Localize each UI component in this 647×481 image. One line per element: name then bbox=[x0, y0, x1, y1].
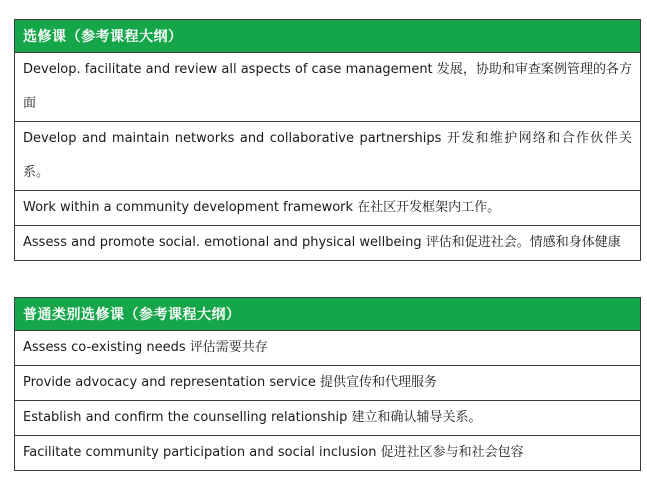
course-cell: Facilitate community participation and social inclusion 促进社区参与和社会包容 bbox=[15, 436, 641, 471]
table-row bbox=[15, 401, 641, 436]
course-cell: Work within a community development framework 在社区开发框架内工作。 bbox=[15, 191, 641, 226]
table-header-row bbox=[15, 298, 641, 331]
course-cell: Establish and confirm the counselling relationship 建立和确认辅导关系。 bbox=[15, 401, 641, 436]
table-row bbox=[15, 122, 641, 191]
table-row bbox=[15, 191, 641, 226]
table-row bbox=[15, 53, 641, 122]
table-header-row bbox=[15, 20, 641, 53]
course-cell: Provide advocacy and representation service 提供宣传和代理服务 bbox=[15, 366, 641, 401]
table-row bbox=[15, 331, 641, 366]
table-row bbox=[15, 436, 641, 471]
course-cell: Develop and maintain networks and collaborative partnerships 开发和维护网络和合作伙伴关系。 bbox=[15, 122, 641, 191]
elective-courses-table bbox=[14, 19, 641, 261]
general-elective-courses-table bbox=[14, 297, 641, 471]
table-header: 选修课（参考课程大纲） bbox=[15, 20, 641, 53]
course-cell: Assess co-existing needs 评估需要共存 bbox=[15, 331, 641, 366]
table-row bbox=[15, 366, 641, 401]
course-cell: Assess and promote social. emotional and physical wellbeing 评估和促进社会。情感和身体健康 bbox=[15, 226, 641, 261]
course-cell: Develop. facilitate and review all aspects of case management 发展，协助和审查案例管理的各方面 bbox=[15, 53, 641, 122]
table-row bbox=[15, 226, 641, 261]
table-header: 普通类别选修课（参考课程大纲） bbox=[15, 298, 641, 331]
